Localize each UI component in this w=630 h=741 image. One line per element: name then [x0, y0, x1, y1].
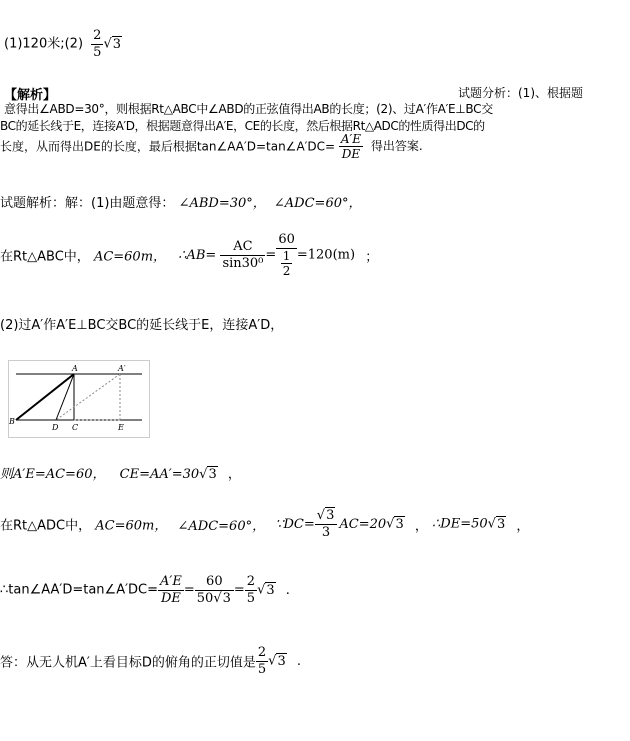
solution-l6-frac3 — [245, 574, 257, 606]
solution-line-4 — [0, 463, 241, 482]
solution-l7-text: 答：从无人机A′上看目标D的俯角的正切值是 — [0, 655, 256, 671]
solution-l6-frac3-den: 5 — [246, 590, 256, 606]
solution-line-3: (2)过A′作A′E⊥BC交BC的延长线于E，连接A′D， — [0, 318, 284, 333]
answer-frac-den: 5 — [93, 44, 102, 60]
solution-l1-angle-adc: ∠ADC=60°， — [273, 196, 362, 211]
analysis-line-3 — [0, 132, 423, 162]
solution-line-6 — [0, 574, 290, 606]
solution-l2-frac2-num: 60 — [278, 232, 295, 247]
solution-l1-angle-abd: ∠ABD=30°， — [178, 196, 266, 211]
solution-line-1 — [0, 192, 362, 211]
solution-l6-frac2 — [195, 574, 234, 606]
figure-label-b: B — [9, 417, 15, 426]
analysis-intro-label: 试题分析：(1)、根据题 — [458, 86, 583, 100]
solution-l6-frac1-den: DE — [158, 590, 184, 607]
solution-l5-sqrt2: √3 — [386, 516, 404, 532]
solution-l5-ac2: AC=20 — [339, 516, 387, 532]
solution-l7-frac — [256, 645, 268, 677]
solution-l4-ae: 则A′E=AC=60， — [0, 467, 106, 482]
analysis-frac-den: DE — [339, 146, 363, 161]
solution-l7-sqrt: √3 — [268, 653, 286, 669]
analysis-line-3-end: 得出答案. — [370, 139, 423, 154]
solution-l2-end: ； — [365, 249, 379, 265]
solution-l2-text: 在Rt△ABC中， — [0, 249, 90, 265]
solution-l2-ab: ∴AB= — [178, 247, 217, 263]
answer-line — [4, 28, 122, 60]
solution-l6-sqrt: √3 — [257, 582, 275, 598]
solution-l2-frac1 — [220, 239, 265, 271]
solution-line-5 — [0, 508, 529, 540]
solution-l2-inner-num: 1 — [282, 248, 291, 263]
analysis-line-2: BC的延长线于E，连接A′D，根据题意得出A′E，CE的长度，然后根据Rt△ADC的性质得出DC的 — [0, 119, 485, 133]
analysis-heading: 【解析】 — [4, 88, 57, 103]
solution-l5-adc: ∠ADC=60°， — [177, 518, 266, 534]
solution-l2-frac2-den — [276, 248, 297, 279]
geometry-figure — [8, 360, 150, 438]
answer-fraction — [91, 28, 103, 60]
solution-l2-frac2 — [276, 232, 297, 278]
figure-label-c: C — [72, 423, 79, 432]
analysis-frac-num: A′E — [340, 132, 362, 146]
solution-l7-frac-den: 5 — [257, 661, 267, 677]
solution-l2-inner-frac — [281, 249, 293, 279]
solution-l5-sqrt3: √3 — [487, 516, 506, 532]
solution-l4-sqrt: √3 — [199, 467, 217, 482]
solution-l5-ac: AC=60m， — [95, 518, 168, 534]
solution-l5-frac — [315, 508, 338, 540]
solution-l5-end: ， — [516, 518, 530, 534]
solution-line-7 — [0, 645, 301, 677]
solution-line-2 — [0, 232, 378, 278]
figure-frame — [9, 361, 150, 438]
solution-l2-eq1: = — [265, 247, 277, 263]
solution-l6-frac2-den: 50√3 — [195, 590, 234, 607]
figure-label-a-prime: A′ — [118, 364, 126, 373]
answer-part1: (1)120米;(2) — [4, 36, 84, 52]
figure-label-e: E — [118, 423, 124, 432]
solution-l6-frac1 — [158, 574, 184, 606]
solution-l1-text: 试题解析：解：(1)由题意得： — [0, 196, 175, 211]
solution-l6-eq2: = — [233, 582, 245, 598]
solution-l5-frac-num: √3 — [316, 508, 335, 523]
solution-l6-text: ∴tan∠AA′D=tan∠A′DC= — [0, 582, 159, 598]
solution-l2-frac1-num: AC — [233, 239, 253, 255]
solution-l6-end: . — [285, 582, 290, 598]
analysis-line-3-text: 长度，从而得出DE的长度，最后根据tan∠AA′D=tan∠A′DC= — [0, 139, 336, 154]
solution-l5-frac-den: 3 — [315, 524, 338, 541]
solution-l5-dc: ∵DC= — [275, 516, 315, 532]
solution-l4-end: ， — [227, 467, 241, 482]
figure-label-a: A — [72, 364, 78, 373]
solution-l5-comma: ， — [414, 518, 428, 534]
solution-l6-frac1-num: A′E — [160, 574, 182, 589]
solution-l7-end: . — [296, 653, 301, 669]
solution-l7-frac-num: 2 — [257, 645, 267, 660]
solution-l6-frac2-num: 60 — [206, 574, 223, 589]
solution-l6-frac3-num: 2 — [246, 574, 256, 589]
solution-l5-text: 在Rt△ADC中， — [0, 518, 92, 534]
solution-l5-de: ∴DE=50 — [432, 516, 488, 532]
solution-l2-ac: AC=60m， — [93, 249, 167, 265]
answer-sqrt: √3 — [103, 36, 122, 52]
solution-l2-inner-den: 2 — [282, 263, 291, 278]
analysis-fraction — [339, 132, 363, 162]
solution-l4-ce: CE=AA′=30 — [119, 467, 200, 482]
solution-l6-eq1: = — [183, 582, 195, 598]
figure-label-d: D — [52, 423, 59, 432]
solution-l2-frac1-den: sin30⁰ — [222, 255, 264, 271]
solution-l2-result: =120(m) — [296, 247, 356, 263]
analysis-line-1: 意得出∠ABD=30°，则根据Rt△ABC中∠ABD的正弦值得出AB的长度；(2)、过A′作A′E⊥BC交 — [4, 102, 493, 116]
answer-frac-num: 2 — [93, 28, 102, 43]
